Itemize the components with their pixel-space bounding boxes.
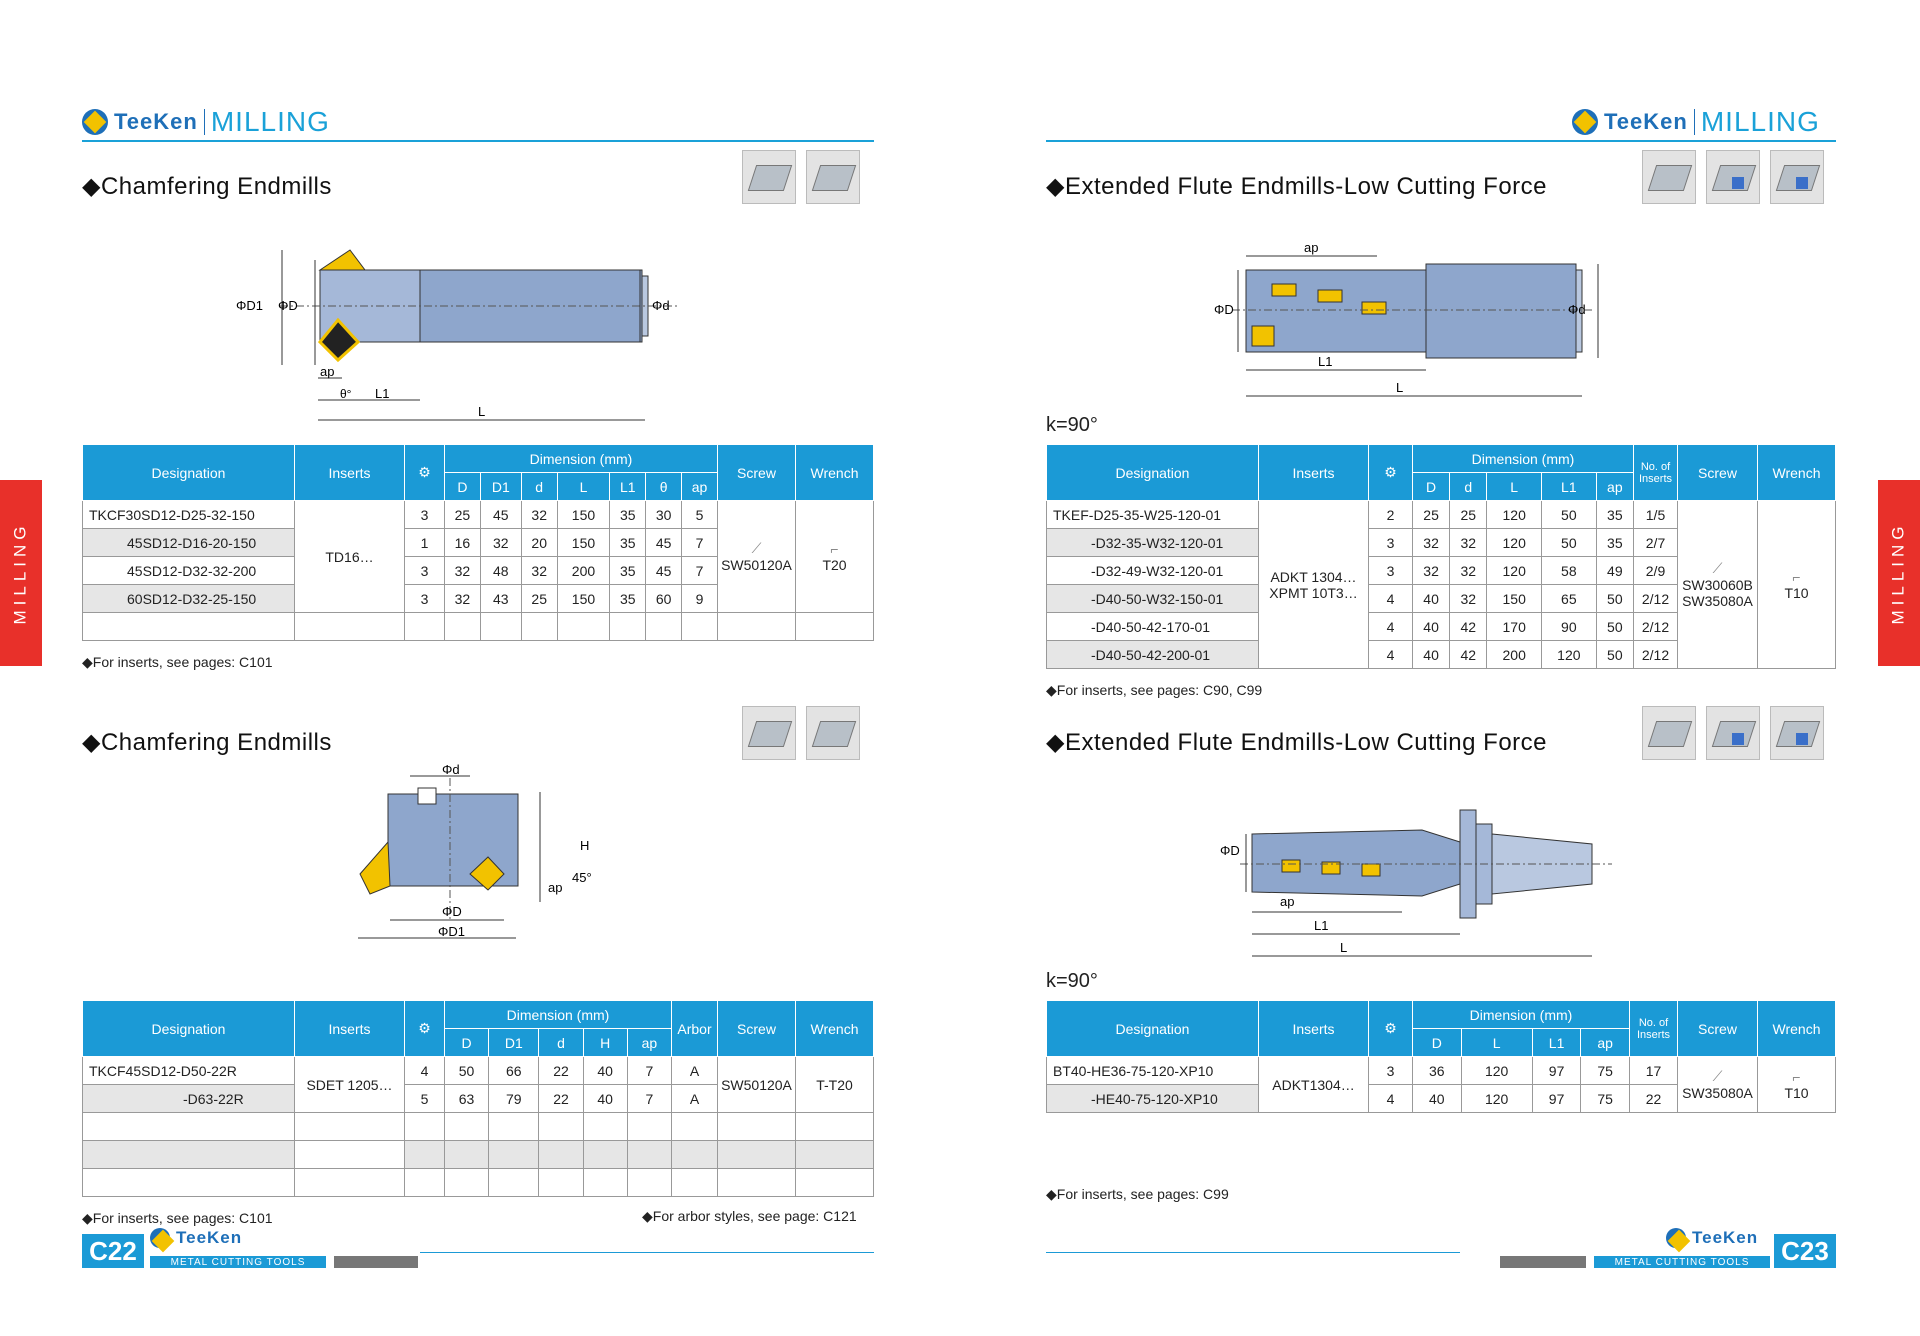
screw-cell: ⟋ SW50120A <box>718 501 796 613</box>
brand-logo <box>82 109 198 135</box>
table-row: BT40-HE36-75-120-XP10 ADKT1304… 3 36 120 97 75 17 ⟋ SW35080A ⌐ T10 <box>1047 1057 1836 1085</box>
logo-icon <box>82 109 108 135</box>
table-row: -D40-50-42-170-01 4 40 42 170 90 50 2/12 <box>1047 613 1836 641</box>
wrench-cell: ⌐ T10 <box>1758 1057 1836 1113</box>
table-row: -D40-50-42-200-01 4 40 42 200 120 50 2/12 <box>1047 641 1836 669</box>
chamfer-table-2 <box>82 1000 874 1197</box>
insert-types: ADKT 1304… XPMT 10T3… <box>1259 501 1369 669</box>
dim-l: L <box>478 404 486 419</box>
table-row: -HE40-75-120-XP10 4 40 120 97 75 22 <box>1047 1085 1836 1113</box>
page-number: C23 <box>1774 1234 1836 1268</box>
table-row: TKEF-D25-35-W25-120-01 ADKT 1304… XPMT 10T3… 2 25 25 120 50 35 1/5 ⟋ SW30060B SW35080A ⌐ T10 <box>1047 501 1836 529</box>
process-face-icon <box>1642 150 1696 204</box>
col-screw: Screw <box>718 445 796 501</box>
wrench-icon: ⌐ <box>830 540 839 557</box>
insert-type: TD16… <box>295 501 405 613</box>
side-tab: MILLING <box>1878 480 1920 666</box>
col-d: D <box>445 473 481 501</box>
col-l1: L1 <box>1532 1029 1581 1057</box>
table-row <box>83 613 874 641</box>
dim-phi-d: Φd <box>442 762 460 777</box>
col-l1: L1 <box>610 473 646 501</box>
col-wrench: Wrench <box>1758 445 1836 501</box>
col-dimension: Dimension (mm) <box>445 1001 672 1029</box>
process-groove-icon <box>806 150 860 204</box>
dim-phi-d: ΦD <box>278 298 298 313</box>
screw-cell: ⟋ SW30060B SW35080A <box>1678 501 1758 669</box>
table-row: TKCF30SD12-D25-32-150 TD16… 3 25 45 32 150 35 30 5 ⟋ SW50120A ⌐ T20 <box>83 501 874 529</box>
wrench-icon: ⌐ <box>1792 1068 1801 1085</box>
wrench-icon: ⌐ <box>1792 568 1801 585</box>
col-ap: ap <box>627 1029 671 1057</box>
brand-logo: TeeKen <box>1572 109 1688 135</box>
table-row: 45SD12-D16-20-150 1 16 32 20 150 35 45 7 <box>83 529 874 557</box>
header <box>1572 102 1820 142</box>
process-face-icon <box>1770 706 1824 760</box>
note-arbor: ◆For arbor styles, see page: C121 <box>642 1208 857 1224</box>
col-dimension: Dimension (mm) <box>1413 1001 1630 1029</box>
col-no-inserts: No. of Inserts <box>1630 1001 1678 1057</box>
col-dimension: Dimension (mm) <box>1413 445 1634 473</box>
col-designation: Designation <box>1047 1001 1259 1057</box>
dim-l: L <box>1340 940 1348 955</box>
process-chamfer-icon <box>742 706 796 760</box>
insert-count-icon: ⚙ <box>1369 1001 1413 1057</box>
brand-name: TeeKen <box>114 109 198 134</box>
col-designation: Designation <box>83 445 295 501</box>
insert-count-icon: ⚙ <box>405 1001 445 1057</box>
process-face-icon <box>1770 150 1824 204</box>
insert-count-icon: ⚙ <box>1369 445 1413 501</box>
dim-phi-D1: ΦD1 <box>438 924 465 939</box>
col-d-shank: d <box>521 473 557 501</box>
bt40-holder-drawing <box>1222 800 1622 970</box>
table-row: 60SD12-D32-25-150 3 32 43 25 150 35 60 9 <box>83 585 874 613</box>
table-row: -D63-22R 5 63 79 22 40 7 A <box>83 1085 874 1113</box>
section-title: MILLING <box>210 106 330 137</box>
process-groove-icon <box>806 706 860 760</box>
screw-icon: ⟋ <box>751 540 762 556</box>
col-ap: ap <box>1596 473 1633 501</box>
dim-phi-D: ΦD <box>1214 302 1234 317</box>
header <box>82 102 330 142</box>
logo-icon <box>150 1228 170 1248</box>
side-tab: MILLING <box>0 480 42 666</box>
k-angle: k=90° <box>1046 414 1098 436</box>
col-wrench: Wrench <box>796 1001 874 1057</box>
note-inserts-2: ◆For inserts, see pages: C99 <box>1046 1186 1229 1202</box>
dim-angle: 45° <box>572 870 592 885</box>
col-inserts: Inserts <box>1259 445 1369 501</box>
wrench-cell: ⌐ T10 <box>1758 501 1836 669</box>
col-designation: Designation <box>1047 445 1259 501</box>
dim-ap: ap <box>1280 894 1295 909</box>
process-chamfer-icon <box>742 150 796 204</box>
col-d1: D1 <box>480 473 521 501</box>
process-face-icon <box>1642 706 1696 760</box>
page-number: C22 <box>82 1234 144 1268</box>
extended-table-2 <box>1046 1000 1836 1113</box>
k-angle: k=90° <box>1046 970 1098 992</box>
section-title-extended-1: ◆Extended Flute Endmills-Low Cutting Force <box>1046 173 1547 200</box>
col-d: D <box>445 1029 489 1057</box>
process-slot-icon <box>1706 706 1760 760</box>
dim-phi-d-shank: Φd <box>652 298 670 313</box>
note-inserts-1: ◆For inserts, see pages: C101 <box>82 654 273 670</box>
dim-ap: ap <box>548 880 563 895</box>
col-l: L <box>1461 1029 1532 1057</box>
col-d: D <box>1413 1029 1462 1057</box>
dim-h: H <box>580 838 590 853</box>
table-row <box>83 1169 874 1197</box>
logo-icon <box>1572 109 1598 135</box>
section-title-chamfer-2: ◆Chamfering Endmills <box>82 729 332 756</box>
col-inserts: Inserts <box>295 445 405 501</box>
col-inserts: Inserts <box>1259 1001 1369 1057</box>
chamfer-endmill-drawing <box>220 240 690 430</box>
table-row: -D32-35-W32-120-01 3 32 32 120 50 35 2/7 <box>1047 529 1836 557</box>
dim-l1: L1 <box>1314 918 1329 933</box>
col-screw: Screw <box>718 1001 796 1057</box>
col-l1: L1 <box>1542 473 1597 501</box>
note-inserts-2: ◆For inserts, see pages: C101 <box>82 1210 273 1226</box>
col-d: D <box>1413 473 1450 501</box>
col-wrench: Wrench <box>1758 1001 1836 1057</box>
col-h: H <box>583 1029 627 1057</box>
dim-phi-D: ΦD <box>1220 843 1240 858</box>
footer-tagline: METAL CUTTING TOOLS <box>1594 1256 1770 1268</box>
col-l: L <box>1487 473 1542 501</box>
note-inserts-1: ◆For inserts, see pages: C90, C99 <box>1046 682 1263 698</box>
wrench-cell: ⌐ T20 <box>796 501 874 613</box>
col-arbor: Arbor <box>672 1001 718 1057</box>
col-dimension: Dimension (mm) <box>445 445 718 473</box>
dim-phi-D: ΦD <box>442 904 462 919</box>
col-l: L <box>557 473 610 501</box>
dim-l1: L1 <box>1318 354 1333 369</box>
section-title-extended-2: ◆Extended Flute Endmills-Low Cutting Force <box>1046 729 1547 756</box>
screw-icon: ⟋ <box>1712 1068 1723 1084</box>
dim-ap: ap <box>1304 240 1319 255</box>
section-title: MILLING <box>1700 106 1820 137</box>
col-d1: D1 <box>489 1029 539 1057</box>
footer-logo: TeeKen <box>1666 1228 1758 1248</box>
col-screw: Screw <box>1678 1001 1758 1057</box>
dim-phi-d1: ΦD1 <box>236 298 263 313</box>
process-slot-icon <box>1706 150 1760 204</box>
dim-l: L <box>1396 380 1404 395</box>
footer-logo: TeeKen <box>150 1228 242 1248</box>
insert-count-icon: ⚙ <box>405 445 445 501</box>
table-row <box>83 1113 874 1141</box>
footer-tagline: METAL CUTTING TOOLS <box>150 1256 326 1268</box>
table-row: TKCF45SD12-D50-22R SDET 1205… 4 50 66 22 40 7 A SW50120A T-T20 <box>83 1057 874 1085</box>
extended-table-1 <box>1046 444 1836 669</box>
col-theta: θ <box>646 473 682 501</box>
chamfer-table-1 <box>82 444 874 641</box>
extended-flute-drawing <box>1214 240 1622 410</box>
screw-cell: ⟋ SW35080A <box>1678 1057 1758 1113</box>
logo-icon <box>1666 1228 1686 1248</box>
table-row: 45SD12-D32-32-200 3 32 48 32 200 35 45 7 <box>83 557 874 585</box>
col-no-inserts: No. of Inserts <box>1634 445 1678 501</box>
col-ap: ap <box>1581 1029 1630 1057</box>
table-row: -D32-49-W32-120-01 3 32 32 120 58 49 2/9 <box>1047 557 1836 585</box>
right-page <box>960 0 1920 1336</box>
col-screw: Screw <box>1678 445 1758 501</box>
col-wrench: Wrench <box>796 445 874 501</box>
dim-l1: L1 <box>375 386 390 401</box>
dim-theta: θ° <box>340 387 352 401</box>
col-designation: Designation <box>83 1001 295 1057</box>
col-inserts: Inserts <box>295 1001 405 1057</box>
col-ap: ap <box>682 473 718 501</box>
table-row <box>83 1141 874 1169</box>
chamfer-facemill-drawing <box>350 762 610 952</box>
col-d-shank: d <box>1450 473 1487 501</box>
col-d-shank: d <box>539 1029 583 1057</box>
table-row: -D40-50-W32-150-01 4 40 32 150 65 50 2/12 <box>1047 585 1836 613</box>
dim-ap: ap <box>320 364 335 379</box>
screw-icon: ⟋ <box>1712 560 1723 576</box>
dim-phi-d: Φd <box>1568 302 1586 317</box>
section-title-chamfer-1: ◆Chamfering Endmills <box>82 173 332 200</box>
